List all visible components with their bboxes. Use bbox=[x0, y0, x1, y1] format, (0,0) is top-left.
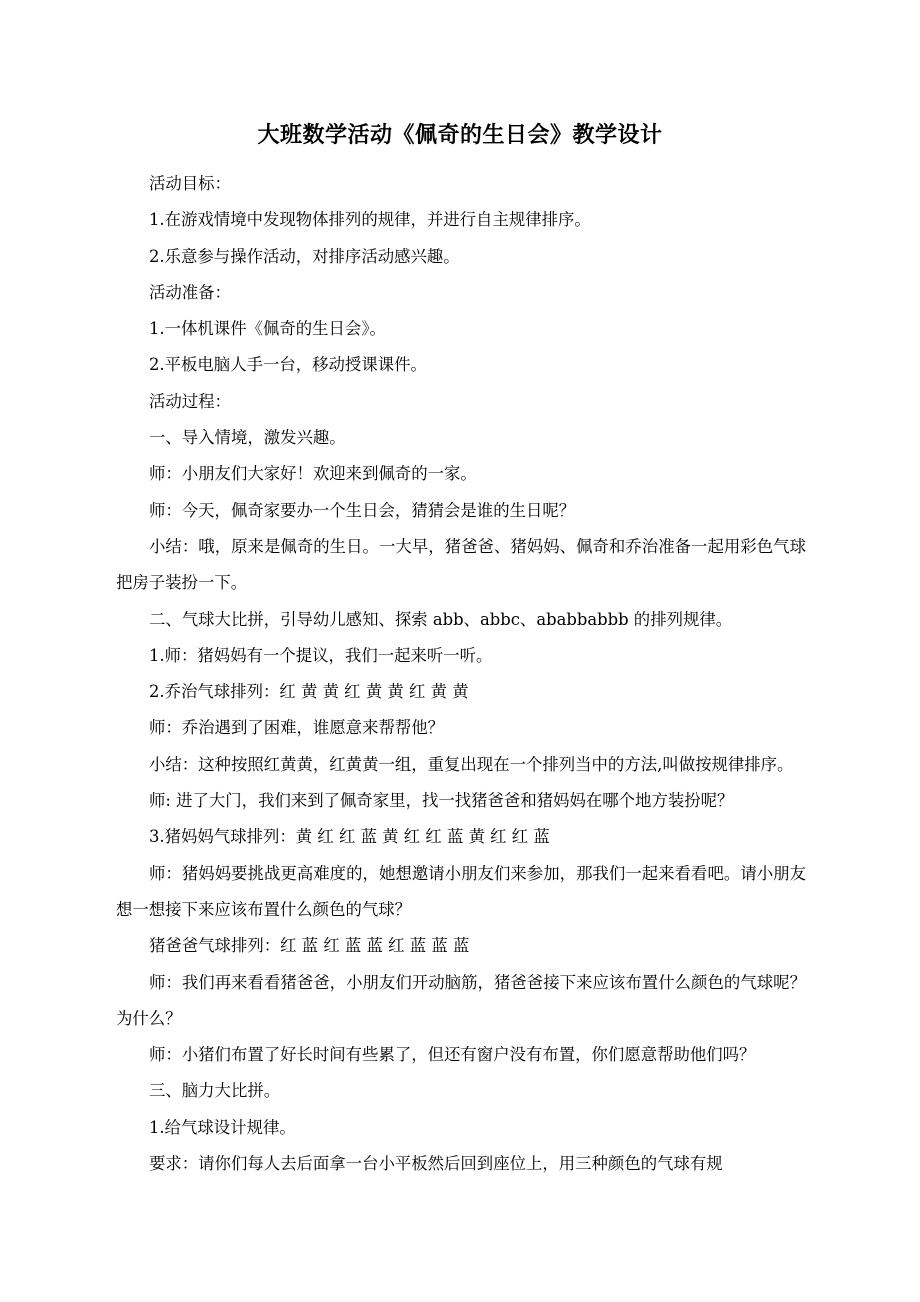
paragraph: 活动准备： bbox=[149, 282, 231, 302]
paragraph: 小结：哦，原来是佩奇的生日。一大早，猪爸爸、猪妈妈、佩奇和乔治准备一起用彩色气球把房子装扮一下。 bbox=[116, 536, 806, 593]
paragraph: 1.在游戏情境中发现物体排列的规律，并进行自主规律排序。 bbox=[149, 210, 591, 230]
paragraph: 2.乔治气球排列：红 黄 黄 红 黄 黄 红 黄 黄 bbox=[149, 682, 469, 702]
paragraph: 师：乔治遇到了困难，谁愿意来帮帮他？ bbox=[149, 718, 445, 738]
paragraph: 师：我们再来看看猪爸爸，小朋友们开动脑筋，猪爸爸接下来应该布置什么颜色的气球呢？为什么？ bbox=[116, 972, 806, 1028]
paragraph: 3.猪妈妈气球排列：黄 红 红 蓝 黄 红 红 蓝 黄 红 红 蓝 bbox=[149, 827, 550, 847]
paragraph: 猪爸爸气球排列：红 蓝 红 蓝 蓝 红 蓝 蓝 蓝 bbox=[149, 936, 470, 956]
paragraph: 一、导入情境，激发兴趣。 bbox=[149, 428, 346, 448]
paragraph: 二、气球大比拼，引导幼儿感知、探索 abb、abbc、ababbabbb 的排列规律。 bbox=[149, 609, 733, 629]
paragraph: 1.师：猪妈妈有一个提议，我们一起来听一听。 bbox=[149, 645, 493, 665]
paragraph: 师：今天，佩奇家要办一个生日会，猜猜会是谁的生日呢？ bbox=[149, 500, 576, 520]
paragraph: 三、脑力大比拼。 bbox=[149, 1081, 281, 1101]
paragraph: 1.一体机课件《佩奇的生日会》。 bbox=[149, 319, 386, 339]
document-title: 大班数学活动《佩奇的生日会》教学设计 bbox=[257, 123, 663, 148]
paragraph: 活动目标： bbox=[149, 174, 231, 193]
paragraph: 1.给气球设计规律。 bbox=[149, 1117, 296, 1137]
paragraph: 师：小猪们布置了好长时间有些累了，但还有窗户没有布置，你们愿意帮助他们吗？ bbox=[149, 1045, 756, 1065]
document-body bbox=[116, 166, 806, 1182]
paragraph: 师：猪妈妈要挑战更高难度的，她想邀请小朋友们来参加，那我们一起来看看吧。请小朋友想一想接下来应该布置什么颜色的气球？ bbox=[116, 863, 806, 919]
paragraph: 师: 进了大门，我们来到了佩奇家里，找一找猪爸爸和猪妈妈在哪个地方装扮呢？ bbox=[149, 791, 734, 811]
paragraph: 小结：这种按照红黄黄，红黄黄一组，重复出现在一个排列当中的方法,叫做按规律排序。 bbox=[149, 754, 794, 774]
paragraph: 活动过程： bbox=[149, 391, 231, 411]
paragraph: 要求：请你们每人去后面拿一台小平板然后回到座位上，用三种颜色的气球有规 bbox=[149, 1154, 723, 1174]
paragraph: 师：小朋友们大家好！欢迎来到佩奇的一家。 bbox=[149, 464, 477, 484]
paragraph: 2.乐意参与操作活动，对排序活动感兴趣。 bbox=[149, 246, 460, 266]
paragraph: 2.平板电脑人手一台，移动授课课件。 bbox=[149, 355, 427, 375]
